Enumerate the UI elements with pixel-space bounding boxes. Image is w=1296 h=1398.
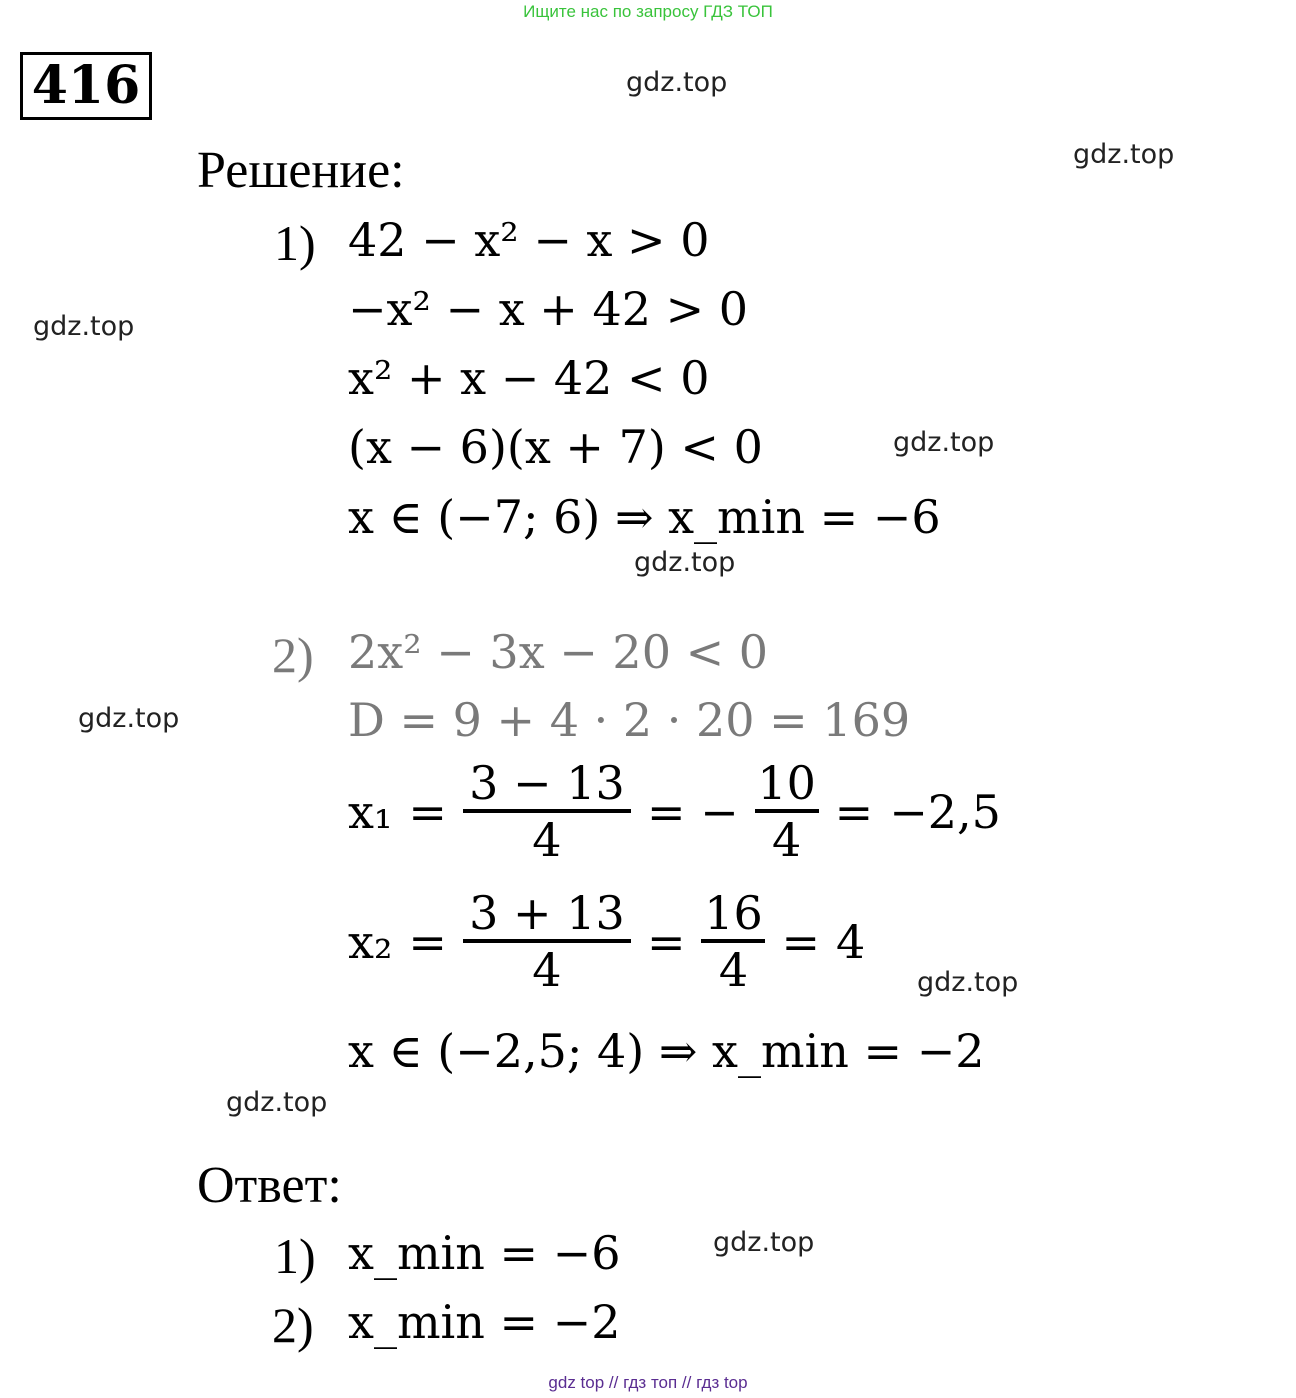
watermark: gdz.top [33,311,135,342]
x1-fraction-2 [755,758,819,865]
x2-denominator: 4 [463,939,631,996]
watermark: gdz.top [917,967,1019,998]
part2-interval: x ∈ (−2,5; 4) ⇒ x_min = −2 [348,1024,985,1078]
x1-denominator: 4 [463,809,631,866]
problem-number: 416 [20,52,152,120]
part1-line-4: (x − 6)(x + 7) < 0 [348,420,763,474]
part2-x2: x₂ = $\frac{3 + 13}{4}$ = $\frac{16}{4}$ = 4 [348,886,866,997]
watermark: gdz.top [893,427,995,458]
watermark: gdz.top [78,703,180,734]
part2-x1: x₁ = $\frac{3 - 13}{4}$ = − $\frac{10}{4}$ = −2,5 [348,756,1001,867]
x2-denominator-2: 4 [701,939,765,996]
part2-discriminant: D = 9 + 4 · 2 · 20 = 169 [348,693,911,747]
watermark: gdz.top [226,1087,328,1118]
part1-line-3: x² + x − 42 < 0 [348,351,710,405]
watermark: gdz.top [634,547,736,578]
x1-numerator-2: 10 [757,756,816,810]
part1-line-2: −x² − x + 42 > 0 [348,282,749,336]
search-banner: Ищите нас по запросу ГДЗ ТОП [523,2,773,21]
watermark: gdz.top [713,1227,815,1258]
x2-fraction [463,888,631,995]
answer-2-label: 2) [272,1297,314,1353]
x2-name: x₂ [348,914,393,969]
answer-2-value: x_min = −2 [348,1295,621,1349]
part1-line-1: 42 − x² − x > 0 [348,213,710,267]
watermark: gdz.top [1073,139,1175,170]
answer-1-value: x_min = −6 [348,1226,621,1280]
x2-fraction-2 [701,888,765,995]
footer-links: gdz top // гдз топ // гдз top [548,1373,748,1392]
answer-heading: Ответ: [197,1157,342,1214]
answer-1-label: 1) [274,1228,316,1284]
x1-numerator: 3 − 13 [469,756,625,810]
x1-name: x₁ [348,784,393,839]
watermark: gdz.top [626,67,728,98]
part1-line-5: x ∈ (−7; 6) ⇒ x_min = −6 [348,490,941,544]
x1-denominator-2: 4 [755,809,819,866]
part2-label: 2) [272,627,314,683]
x1-fraction [463,758,631,865]
x2-result: 4 [836,914,866,969]
part2-inequality: 2x² − 3x − 20 < 0 [348,625,769,679]
part1-label: 1) [274,215,316,271]
x2-numerator: 3 + 13 [469,886,625,940]
x2-numerator-2: 16 [704,886,763,940]
solution-heading: Решение: [197,142,405,199]
x1-result: −2,5 [889,784,1001,839]
